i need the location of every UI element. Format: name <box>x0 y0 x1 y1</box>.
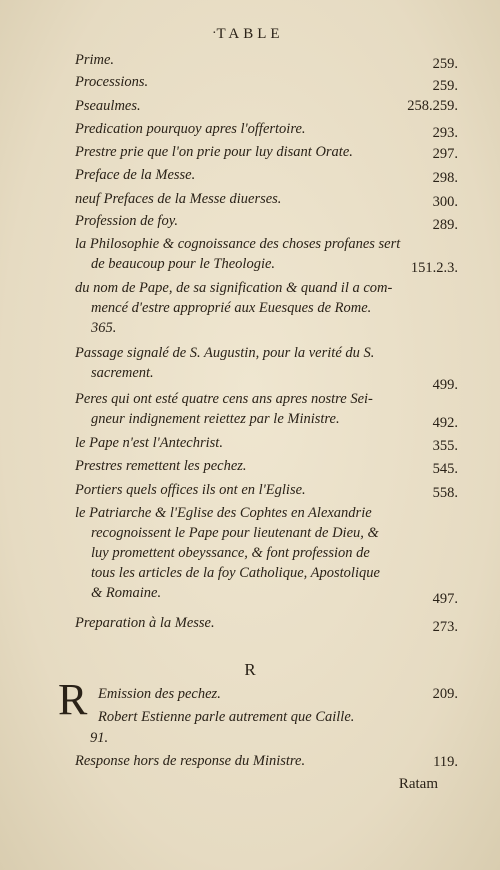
index-entry: Portiers quels offices ils ont en l'Eglise. 558. <box>75 482 458 501</box>
index-entry: Emission des pechez. 209. <box>98 686 458 702</box>
index-entry: Pseaulmes. 258.259. <box>75 98 458 114</box>
index-entry: du nom de Pape, de sa signification & quand il a com- mencé d'estre approprié aux Euesques de Rome. 365. <box>75 280 393 336</box>
index-entry: Profession de foy. 289. <box>75 213 458 233</box>
signature-dot: · <box>212 26 217 41</box>
running-head: TABLE <box>216 26 284 42</box>
index-entry: Processions. 259. <box>75 74 458 94</box>
index-entry: Preparation à la Messe. 273. <box>75 615 458 635</box>
index-entry: la Philosophie & cognoissance des choses profanes sert de beaucoup pour le Theologie. 151.2.3. <box>75 236 458 276</box>
index-entry-continuation: 91. <box>90 730 109 746</box>
index-entry: Prime. 259. <box>75 52 458 72</box>
index-entry: Robert Estienne parle autrement que Caille. <box>98 709 355 725</box>
section-letter: R <box>244 660 256 679</box>
catchword: Ratam <box>398 776 438 792</box>
drop-cap: R <box>58 675 88 724</box>
index-entry: Prestres remettent les pechez. 545. <box>75 458 458 477</box>
index-entry: Predication pourquoy apres l'offertoire. 293. <box>75 121 458 141</box>
index-entry: Prestre prie que l'on prie pour luy disant Orate. 297. <box>75 144 458 162</box>
index-entry: Preface de la Messe. 298. <box>75 167 458 186</box>
index-entry: neuf Prefaces de la Messe diuerses. 300. <box>75 191 458 210</box>
index-entry: Peres qui ont esté quatre cens ans apres nostre Sei- gneur indignement reiettez par le Ministre. 492. <box>75 391 458 431</box>
index-entry: le Pape n'est l'Antechrist. 355. <box>75 435 458 454</box>
index-entry: le Patriarche & l'Eglise des Cophtes en Alexandrie recognoissent le Pape pour lieutenant de Dieu, & luy promettent obeyssance, & font profession de tous les articles de la foy Catholique, Apostolique & Romaine. 497. <box>75 505 458 607</box>
index-entry: Response hors de response du Ministre. 119. <box>75 753 458 770</box>
index-entry: Passage signalé de S. Augustin, pour la verité du S. sacrement. 499. <box>75 345 458 393</box>
